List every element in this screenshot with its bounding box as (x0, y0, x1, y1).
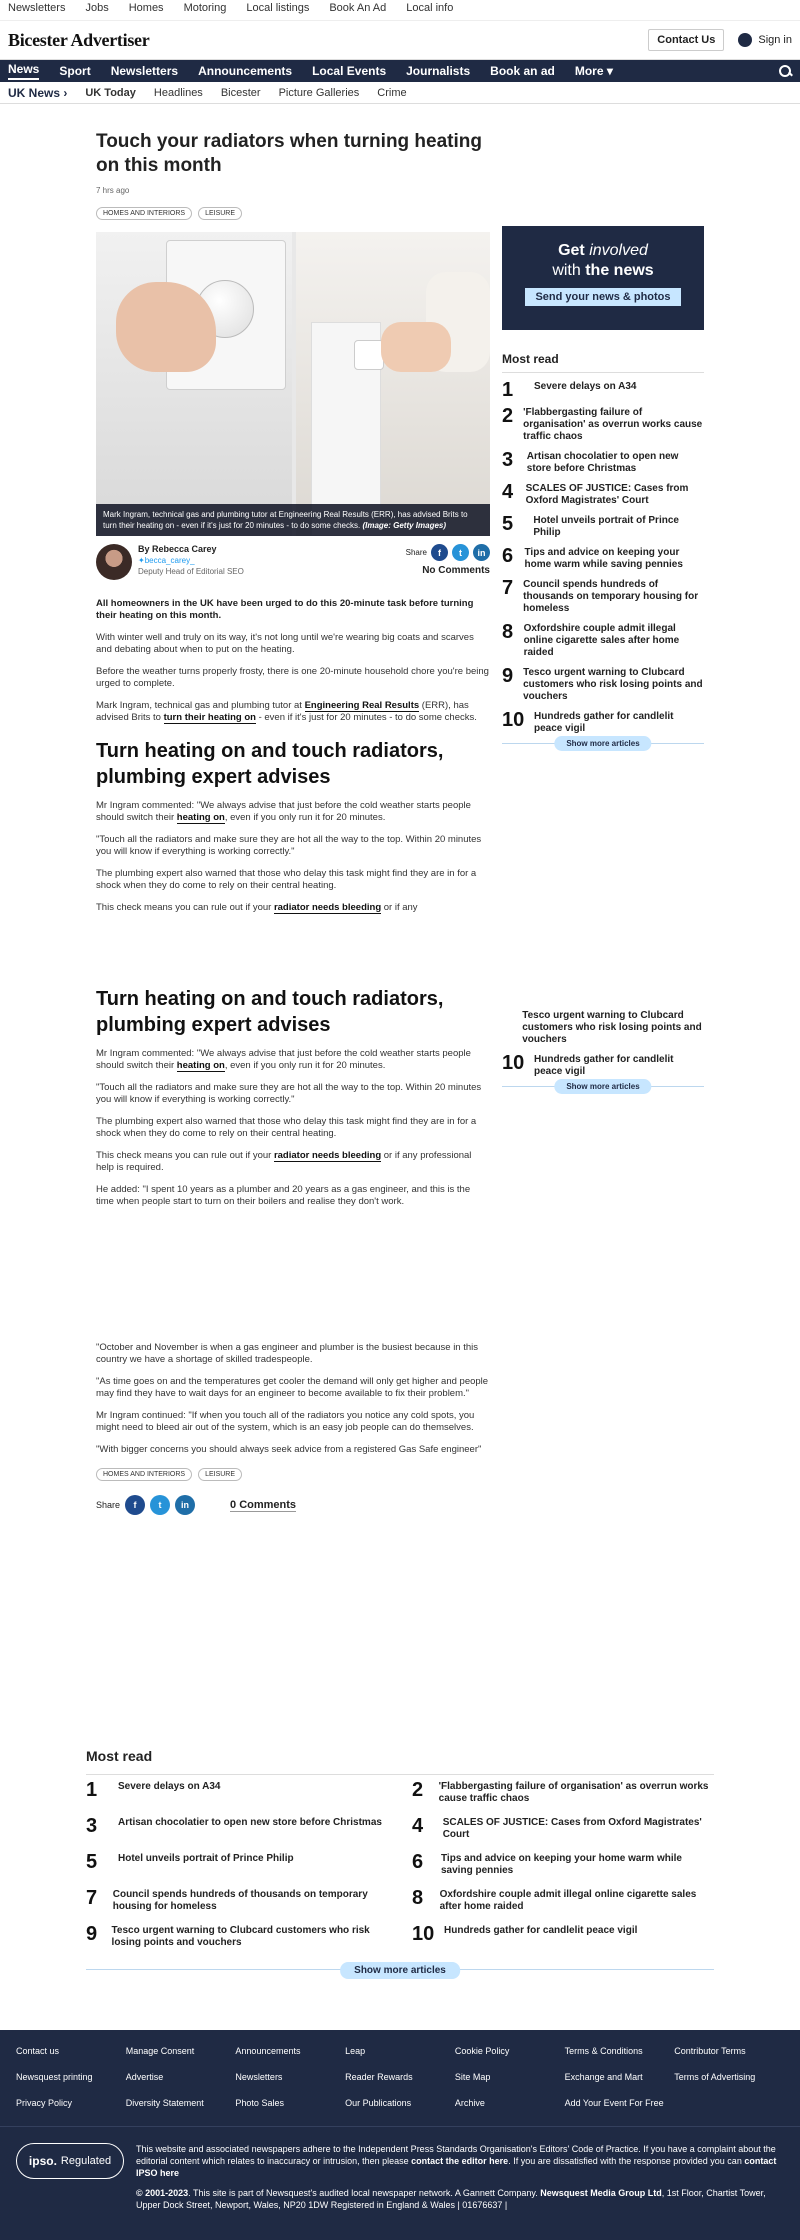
link-heating-on[interactable]: heating on (176, 812, 225, 823)
most-read-headline[interactable]: Tips and advice on keeping your home warm while saving pennies (441, 1853, 682, 1876)
hand-on-valve-graphic (381, 322, 451, 372)
comments-link[interactable]: No Comments (422, 565, 490, 576)
footer-link[interactable]: Contact us (16, 2046, 60, 2056)
promo-the-news: the news (585, 262, 654, 279)
chevron-down-icon: ▾ (606, 64, 613, 78)
bottom-comments-link[interactable]: 0 Comments (230, 1498, 297, 1511)
most-read-headline[interactable]: Council spends hundreds of thousands on temporary housing for homeless (112, 1889, 368, 1912)
list-item[interactable] (412, 1817, 714, 1849)
list-item[interactable] (86, 1925, 388, 1957)
tag-homes-and-interiors[interactable]: HOMES AND INTERIORS (96, 207, 192, 220)
paragraph-text: , even if you only run it for 20 minutes. (224, 1060, 386, 1071)
promo-with: with (552, 262, 581, 279)
footer-link[interactable]: Advertise (125, 2072, 164, 2082)
paragraph-text: This check means you can rule out if your (96, 902, 274, 913)
sign-in-label: Sign in (758, 34, 792, 46)
nav-item-journalists[interactable]: Journalists (406, 64, 471, 78)
rank-number: 2 (412, 1779, 424, 1801)
facebook-share-icon[interactable]: f (125, 1495, 145, 1515)
footer-link[interactable]: Newsletters (235, 2072, 283, 2082)
subnav-section-label: UK News (8, 85, 61, 100)
list-item[interactable] (502, 381, 704, 399)
contact-ipso-link[interactable]: contact IPSO here (136, 2156, 777, 2178)
subnav-item-headlines[interactable]: Headlines (153, 86, 203, 99)
article-paragraph: He added: "I spent 10 years as a plumber and 20 years as a gas engineer, and this is the time when people start to turn on their boilers and realise they don't work. (96, 1184, 471, 1207)
sidebar (502, 226, 704, 759)
paragraph-text: or if any (381, 902, 418, 913)
share-label: Share (96, 1500, 121, 1510)
link-radiator-needs-bleeding[interactable]: radiator needs bleeding (273, 1150, 382, 1161)
article-timestamp: 7 hrs ago (96, 186, 130, 195)
ipso-regulated-text: Regulated (60, 2155, 112, 2167)
link-heating-on[interactable]: heating on (176, 1060, 225, 1071)
sub-nav (0, 82, 800, 104)
topbar-link-newsletters[interactable]: Newsletters (8, 2, 66, 14)
footer-links (0, 2030, 800, 2108)
list-item[interactable] (502, 483, 704, 507)
most-read-headline[interactable]: Hundreds gather for candlelit peace vigil (534, 711, 674, 734)
paragraph-text: , even if you only run it for 20 minutes. (224, 812, 386, 823)
footer-link[interactable]: Reader Rewards (345, 2072, 413, 2082)
most-read-headline[interactable]: SCALES OF JUSTICE: Cases from Oxford Magistrates' Court (525, 483, 689, 506)
rank-number: 10 (412, 1923, 435, 1945)
caption-credit: (Image: Getty Images) (362, 521, 447, 530)
search-icon[interactable] (778, 64, 792, 78)
article-subheading-repeat: Turn heating on and touch radiators, plumbing expert advises (96, 988, 444, 1036)
footer-link[interactable]: Diversity Statement (125, 2098, 204, 2108)
article-paragraph: Before the weather turns properly frosty, there is one 20-minute household chore you're being urged to complete. (96, 666, 489, 689)
footer-link[interactable]: Cookie Policy (454, 2046, 510, 2056)
most-read-headline[interactable]: Oxfordshire couple admit illegal online cigarette sales after home raided (439, 1889, 697, 1912)
footer-link[interactable]: Add Your Event For Free (564, 2098, 664, 2108)
get-involved-promo (502, 226, 704, 330)
subnav-item-crime[interactable]: Crime (377, 86, 407, 99)
list-item[interactable] (412, 1853, 714, 1885)
rank-number: 6 (412, 1851, 424, 1873)
list-item[interactable] (86, 1853, 388, 1885)
rank-number: 9 (86, 1923, 98, 1945)
rank-number: 1 (86, 1779, 98, 1801)
show-more-articles-button[interactable]: Show more articles (554, 1079, 651, 1094)
article-paragraph (96, 1150, 490, 1174)
bottom-most-read (86, 1748, 714, 1985)
article-paragraph (96, 800, 490, 824)
list-item[interactable] (412, 1889, 714, 1921)
list-item[interactable] (86, 1817, 388, 1849)
most-read-headline[interactable]: 'Flabbergasting failure of organisation' as overrun works cause traffic chaos (438, 1781, 709, 1804)
rank-number: 4 (502, 481, 514, 503)
most-read-list (502, 381, 704, 735)
share-row (406, 544, 490, 561)
utility-bar (0, 0, 800, 16)
bottom-most-read-title: Most read (86, 1748, 714, 1775)
nav-item-news[interactable]: News (8, 62, 39, 80)
contact-us-button[interactable]: Contact Us (648, 29, 724, 51)
promo-line-2 (502, 262, 704, 280)
footer-link[interactable]: Site Map (454, 2072, 491, 2082)
most-read-headline[interactable]: Tesco urgent warning to Clubcard customers who risk losing points and vouchers (111, 1925, 370, 1948)
rank-number: 4 (412, 1815, 424, 1837)
paragraph-text: (ERR), has advised Brits to (96, 700, 469, 723)
article-headline: Touch your radiators when turning heating on this month (96, 131, 482, 176)
article-paragraph: "Touch all the radiators and make sure they are hot all the way to the top. Within 20 minutes you will know if everything is working correctly." (96, 834, 482, 857)
footer-link[interactable]: Terms of Advertising (674, 2072, 756, 2082)
nav-item-sport[interactable]: Sport (59, 64, 91, 78)
list-item[interactable] (502, 451, 704, 475)
nav-item-newsletters[interactable]: Newsletters (110, 64, 179, 78)
promo-line-1 (502, 242, 704, 260)
topbar-link-local-info[interactable]: Local info (406, 2, 454, 14)
article-subheading: Turn heating on and touch radiators, plumbing expert advises (96, 740, 444, 788)
most-read-headline[interactable]: Tips and advice on keeping your home warm while saving pennies (524, 547, 683, 570)
facebook-share-icon[interactable]: f (431, 544, 448, 561)
paragraph-text: This check means you can rule out if your (96, 1150, 274, 1161)
masthead-actions (648, 29, 792, 51)
most-read-headline[interactable]: Artisan chocolatier to open new store before Christmas (118, 1817, 382, 1828)
most-read-headline[interactable]: Hotel unveils portrait of Prince Philip (118, 1853, 294, 1864)
chevron-right-icon: › (63, 85, 68, 100)
most-read-headline[interactable]: Oxfordshire couple admit illegal online cigarette sales after home raided (523, 623, 680, 658)
footer-link[interactable]: Manage Consent (125, 2046, 195, 2056)
list-item[interactable] (502, 579, 704, 615)
copyright-years: © 2001-2023 (136, 2188, 189, 2198)
share-label: Share (405, 548, 427, 557)
topbar-link-motoring[interactable]: Motoring (183, 2, 227, 14)
footer-link[interactable]: Archive (454, 2098, 485, 2108)
most-read-headline[interactable]: Severe delays on A34 (118, 1781, 221, 1792)
promo-get: Get (558, 242, 585, 259)
show-more-divider (502, 1082, 704, 1102)
most-read-headline[interactable]: Tesco urgent warning to Clubcard customers who risk losing points and vouchers (522, 1010, 702, 1045)
rank-number: 9 (502, 665, 514, 687)
tag-homes-and-interiors[interactable]: HOMES AND INTERIORS (96, 1468, 192, 1481)
rank-number: 10 (502, 709, 525, 731)
article-paragraph: "October and November is when a gas engineer and plumber is the busiest because in this country we have a shortage of skilled tradespeople. (96, 1342, 479, 1365)
rank-number: 5 (502, 513, 514, 535)
sign-in-link[interactable] (738, 33, 792, 47)
rank-number: 3 (86, 1815, 98, 1837)
footer-link[interactable]: Announcements (235, 2046, 301, 2056)
list-item[interactable] (502, 711, 704, 735)
author-info (138, 544, 406, 577)
article-paragraph: "With bigger concerns you should always seek advice from a registered Gas Safe engineer" (96, 1444, 482, 1455)
sidebar-continued (502, 1010, 704, 1102)
legal-text-part: . If you are dissatisfied with the response provided you can (508, 2156, 745, 2166)
rank-number: 8 (412, 1887, 424, 1909)
paragraph-text: Mr Ingram commented: "We always advise that just before the cold weather starts people should switch their (96, 800, 471, 823)
nav-item-announcements[interactable]: Announcements (198, 64, 293, 78)
paragraph-text: Mark Ingram, technical gas and plumbing tutor at (96, 700, 305, 711)
most-read-title: Most read (502, 352, 704, 373)
share-block (406, 544, 490, 576)
list-item[interactable] (502, 1054, 704, 1078)
list-item[interactable] (502, 667, 704, 703)
most-read-headline[interactable]: Hundreds gather for candlelit peace vigil (534, 1054, 674, 1077)
article-paragraph: The plumbing expert also warned that those who delay this task might find they are in for a shock when they do come to rely on their central heating. (96, 868, 477, 891)
rank-number: 5 (86, 1851, 98, 1873)
article-tags (96, 207, 490, 220)
nav-item-more[interactable] (575, 64, 613, 78)
rank-number: 7 (502, 577, 514, 599)
linkedin-share-icon[interactable]: in (175, 1495, 195, 1515)
author-avatar[interactable] (96, 544, 132, 580)
article-paragraph: The plumbing expert also warned that those who delay this task might find they are in for a shock when they do come to rely on their central heating. (96, 1116, 477, 1139)
subnav-item-picture-galleries[interactable]: Picture Galleries (278, 86, 360, 99)
legal-text-part: , 1st Floor, Chartist Tower, Upper Dock Street, Newport, Wales, NP20 1DW Registered in England & Wales | 01676637 | (136, 2188, 766, 2210)
article-paragraph: "Touch all the radiators and make sure they are hot all the way to the top. Within 20 minutes you will know if everything is working correctly." (96, 1082, 482, 1105)
list-item[interactable] (412, 1781, 714, 1813)
list-item[interactable] (502, 623, 704, 659)
tag-leisure[interactable]: LEISURE (198, 1468, 242, 1481)
topbar-link-jobs[interactable]: Jobs (85, 2, 109, 14)
topbar-link-book-an-ad[interactable]: Book An Ad (329, 2, 387, 14)
legal-text-part: This website and associated newspapers adhere to the Independent Press Standards Organisation's Editors' Code of Practice. If you have a complaint about the editorial content which relates to inaccuracy or intrusion, then please (136, 2144, 776, 2166)
company-name: Newsquest Media Group Ltd (540, 2188, 662, 2198)
footer-link[interactable]: Privacy Policy (16, 2098, 73, 2108)
byline (96, 544, 490, 588)
rank-number: 10 (502, 1052, 525, 1074)
article-paragraph (96, 700, 490, 724)
twitter-bird-icon: ✦ (138, 556, 145, 565)
list-item[interactable] (412, 1925, 714, 1957)
list-item[interactable] (86, 1781, 388, 1813)
topbar-link-homes[interactable]: Homes (128, 2, 164, 14)
ipso-logo-text: ipso. (28, 2154, 57, 2168)
subnav-item-bicester[interactable]: Bicester (220, 86, 261, 99)
footer-link[interactable]: Leap (345, 2046, 366, 2056)
promo-involved: involved (589, 242, 648, 259)
legal-text-part: . This site is part of Newsquest's audited local newspaper network. A Gannett Company. (188, 2188, 541, 2198)
user-icon (738, 33, 752, 47)
most-read-headline[interactable]: 'Flabbergasting failure of organisation' as overrun works cause traffic chaos (523, 407, 703, 442)
site-logo[interactable]: Bicester Advertiser (8, 29, 150, 50)
bottom-most-read-grid (86, 1781, 714, 1957)
nav-item-book-an-ad[interactable]: Book an ad (490, 64, 555, 78)
linkedin-share-icon[interactable]: in (473, 544, 490, 561)
list-item[interactable] (86, 1889, 388, 1921)
show-more-divider (86, 1965, 714, 1985)
topbar-link-local-listings[interactable]: Local listings (246, 2, 310, 14)
most-read-headline[interactable]: Artisan chocolatier to open new store before Christmas (526, 451, 679, 474)
footer-link[interactable]: Newsquest printing (16, 2072, 93, 2082)
twitter-share-icon[interactable]: t (150, 1495, 170, 1515)
subnav-item-uk-today[interactable]: UK Today (85, 86, 136, 99)
article (96, 130, 490, 914)
show-more-divider (502, 739, 704, 759)
article-paragraph: With winter well and truly on its way, it's not long until we're wearing big coats and scarves and debating about when to put on the heating. (96, 632, 474, 655)
footer-link[interactable]: Photo Sales (235, 2098, 284, 2108)
article-paragraph (96, 1048, 490, 1072)
rank-number: 6 (502, 545, 514, 567)
link-turn-heating-on[interactable]: turn their heating on (163, 712, 256, 723)
link-radiator-needs-bleeding[interactable]: radiator needs bleeding (273, 902, 382, 913)
legal-paragraph (136, 2187, 784, 2211)
nav-item-local-events[interactable]: Local Events (312, 64, 387, 78)
paragraph-text: or if any professional help is required. (96, 1150, 472, 1173)
paragraph-text: Mr Ingram commented: "We always advise that just before the cold weather starts people should switch their (96, 1048, 471, 1071)
show-more-articles-button[interactable]: Show more articles (340, 1962, 460, 1979)
legal-paragraph (136, 2143, 784, 2179)
list-item[interactable] (502, 547, 704, 571)
site-footer (0, 2030, 800, 2240)
most-read-headline[interactable]: Council spends hundreds of thousands on temporary housing for homeless (523, 579, 699, 614)
footer-link[interactable]: Terms & Conditions (564, 2046, 643, 2056)
list-item[interactable] (502, 407, 704, 443)
list-item[interactable] (502, 515, 704, 539)
footer-link[interactable]: Our Publications (345, 2098, 412, 2108)
list-item[interactable] (502, 1010, 704, 1046)
hero-image (96, 232, 490, 536)
ipso-regulated-badge[interactable] (16, 2143, 124, 2179)
article-lead: All homeowners in the UK have been urged to do this 20-minute task before turning their heating on this month. (96, 598, 474, 621)
author-name[interactable]: By Rebecca Carey (138, 544, 217, 554)
masthead (0, 20, 800, 60)
hero-caption (96, 504, 490, 536)
most-read-headline[interactable]: SCALES OF JUSTICE: Cases from Oxford Magistrates' Court (442, 1817, 702, 1840)
nav-more-label: More (574, 64, 604, 78)
most-read-headline[interactable]: Tesco urgent warning to Clubcard customers who risk losing points and vouchers (523, 667, 703, 702)
article-paragraph: "As time goes on and the temperatures get cooler the demand will only get higher and people may find they have to wait days for an engineer to become available to fix their problem." (96, 1376, 489, 1399)
article-paragraph: Mr Ingram continued: "If when you touch all of the radiators you notice any cold spots, you might need to bleed air out of the system, which is an easy job people can do themselves. (96, 1410, 475, 1433)
contact-editor-link[interactable]: contact the editor here (411, 2156, 509, 2166)
tag-leisure[interactable]: LEISURE (198, 207, 242, 220)
rank-number: 2 (502, 405, 514, 427)
link-engineering-real-results[interactable]: Engineering Real Results (304, 700, 420, 711)
most-read-headline[interactable]: Severe delays on A34 (534, 381, 637, 392)
author-role: Deputy Head of Editorial SEO (138, 567, 244, 576)
paragraph-text: - even if it's just for 20 minutes - to do some checks. (255, 712, 477, 723)
share-row-bottom (96, 1495, 490, 1515)
article-body-continued (96, 986, 490, 1456)
author-twitter-handle[interactable] (138, 555, 406, 566)
article-paragraph (96, 902, 490, 914)
subnav-section-uk-news[interactable] (8, 86, 67, 100)
hand-graphic (116, 282, 216, 372)
twitter-share-icon[interactable]: t (452, 544, 469, 561)
ad-slot (96, 1208, 490, 1332)
send-news-button[interactable]: Send your news & photos (525, 288, 680, 306)
rank-number: 8 (502, 621, 514, 643)
legal-text (136, 2143, 784, 2211)
most-read-headline[interactable]: Hundreds gather for candlelit peace vigil (444, 1925, 638, 1936)
article-body (96, 598, 490, 914)
radiator-valve-graphic (354, 340, 384, 370)
article-continued (96, 986, 490, 1515)
author-handle-text: becca_carey_ (144, 556, 195, 565)
main-nav (0, 60, 800, 82)
rank-number: 1 (502, 379, 514, 401)
most-read-headline[interactable]: Hotel unveils portrait of Prince Philip (533, 515, 679, 538)
footer-legal (0, 2126, 800, 2211)
footer-link[interactable]: Contributor Terms (674, 2046, 746, 2056)
caption-text: Mark Ingram, technical gas and plumbing tutor at Engineering Real Results (ERR), has advised Brits to turn their heating on - even if it's just for 20 minutes - to do some checks. (103, 510, 468, 530)
footer-link[interactable]: Exchange and Mart (564, 2072, 643, 2082)
article-tags-bottom (96, 1468, 490, 1481)
rank-number: 3 (502, 449, 514, 471)
show-more-articles-button[interactable]: Show more articles (554, 736, 651, 751)
rank-number: 7 (86, 1887, 98, 1909)
